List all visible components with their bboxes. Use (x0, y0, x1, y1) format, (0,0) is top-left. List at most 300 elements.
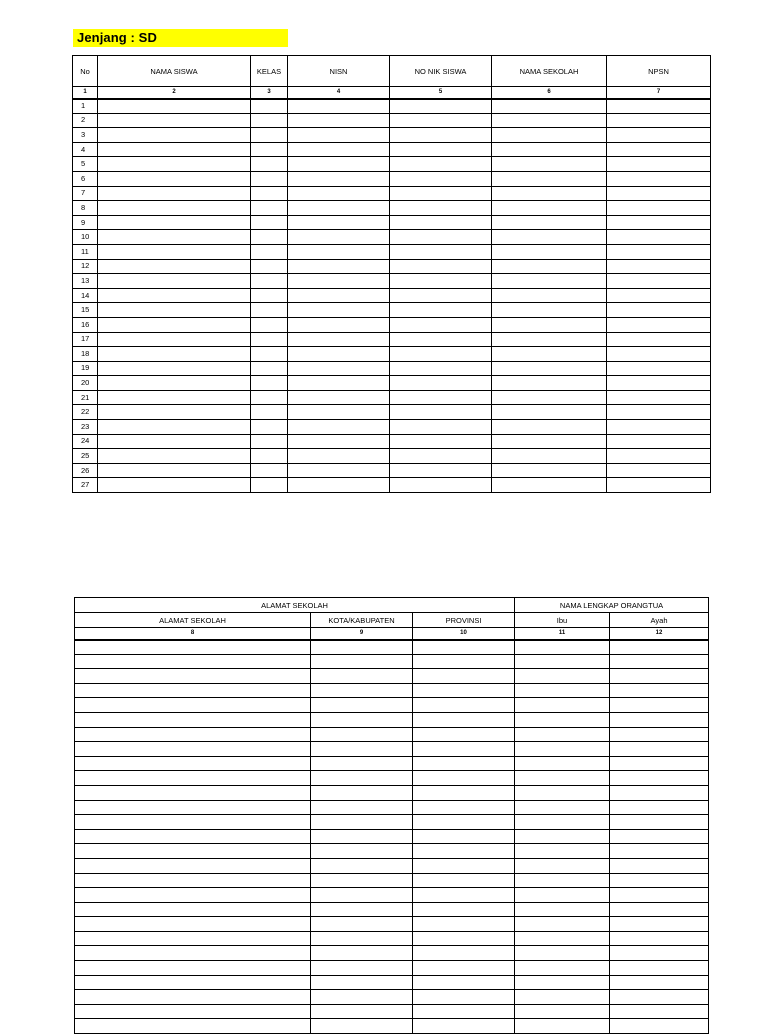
table-cell[interactable] (610, 829, 709, 844)
table-cell[interactable] (515, 873, 610, 888)
table-cell[interactable] (607, 128, 711, 143)
table-cell[interactable] (75, 800, 311, 815)
table-cell[interactable] (98, 274, 251, 289)
table-cell[interactable] (311, 961, 413, 976)
table-cell[interactable] (492, 186, 607, 201)
table-cell[interactable] (390, 215, 492, 230)
table-cell[interactable] (98, 142, 251, 157)
table-cell[interactable] (515, 698, 610, 713)
table-cell[interactable] (610, 669, 709, 684)
table-cell[interactable] (98, 288, 251, 303)
table-cell[interactable] (610, 785, 709, 800)
table-cell[interactable] (75, 683, 311, 698)
table-cell[interactable] (610, 800, 709, 815)
table-cell[interactable] (311, 683, 413, 698)
table-cell[interactable] (311, 712, 413, 727)
table-cell[interactable] (390, 230, 492, 245)
table-cell[interactable] (251, 347, 288, 362)
table-cell[interactable] (288, 113, 390, 128)
table-cell[interactable] (515, 975, 610, 990)
table-cell[interactable] (515, 1004, 610, 1019)
table-cell[interactable] (610, 990, 709, 1005)
table-cell[interactable] (610, 742, 709, 757)
table-cell[interactable] (492, 390, 607, 405)
table-cell[interactable] (610, 727, 709, 742)
table-cell[interactable] (413, 1019, 515, 1034)
table-cell[interactable] (98, 405, 251, 420)
table-cell[interactable] (610, 815, 709, 830)
table-cell[interactable] (413, 742, 515, 757)
table-cell[interactable] (610, 931, 709, 946)
table-cell[interactable] (251, 449, 288, 464)
table-cell[interactable] (610, 888, 709, 903)
table-cell[interactable] (390, 390, 492, 405)
table-cell[interactable] (515, 858, 610, 873)
table-cell[interactable] (288, 449, 390, 464)
table-cell[interactable] (492, 244, 607, 259)
table-cell[interactable] (288, 99, 390, 114)
table-cell[interactable] (607, 434, 711, 449)
table-cell[interactable] (390, 376, 492, 391)
table-cell[interactable] (610, 756, 709, 771)
table-row (73, 303, 711, 318)
table-cell[interactable] (311, 858, 413, 873)
table-cell[interactable] (607, 171, 711, 186)
table-cell[interactable] (75, 975, 311, 990)
table-cell[interactable] (607, 390, 711, 405)
table-cell[interactable] (607, 99, 711, 114)
table-cell[interactable] (515, 742, 610, 757)
table-cell[interactable] (515, 1019, 610, 1034)
table-cell[interactable] (413, 990, 515, 1005)
table-cell[interactable] (390, 142, 492, 157)
table-cell[interactable] (390, 274, 492, 289)
table-cell[interactable] (607, 215, 711, 230)
table-cell[interactable] (251, 244, 288, 259)
table-cell[interactable] (413, 654, 515, 669)
table-cell[interactable] (311, 1004, 413, 1019)
table-cell[interactable] (492, 157, 607, 172)
table-cell[interactable] (413, 815, 515, 830)
table-cell[interactable] (515, 902, 610, 917)
table-cell[interactable] (288, 171, 390, 186)
table-cell[interactable] (98, 478, 251, 493)
table-cell[interactable] (515, 669, 610, 684)
table-cell[interactable] (413, 669, 515, 684)
table-cell[interactable] (311, 727, 413, 742)
table-cell[interactable] (251, 274, 288, 289)
table-cell[interactable] (311, 946, 413, 961)
table-cell[interactable] (251, 478, 288, 493)
table-cell[interactable] (251, 259, 288, 274)
table-cell[interactable] (251, 332, 288, 347)
table-cell[interactable] (98, 361, 251, 376)
table-cell[interactable] (251, 420, 288, 435)
table-cell[interactable] (390, 259, 492, 274)
table-cell[interactable] (75, 990, 311, 1005)
table-cell[interactable] (288, 201, 390, 216)
table-cell[interactable] (311, 1019, 413, 1034)
table-cell[interactable] (98, 215, 251, 230)
table-cell[interactable] (492, 449, 607, 464)
table-cell[interactable] (492, 478, 607, 493)
table-cell[interactable] (492, 259, 607, 274)
table-cell[interactable] (288, 434, 390, 449)
table-cell[interactable] (75, 844, 311, 859)
table-cell[interactable] (492, 463, 607, 478)
table-cell[interactable] (492, 317, 607, 332)
table-cell[interactable] (98, 186, 251, 201)
table-cell[interactable] (251, 171, 288, 186)
table-cell[interactable] (413, 785, 515, 800)
table-cell[interactable] (413, 873, 515, 888)
table-cell[interactable] (413, 975, 515, 990)
table-cell[interactable] (607, 244, 711, 259)
table-cell[interactable] (288, 478, 390, 493)
table-cell[interactable] (390, 99, 492, 114)
table-cell[interactable] (311, 888, 413, 903)
table-cell[interactable] (515, 931, 610, 946)
table-cell[interactable] (492, 332, 607, 347)
table-cell[interactable] (98, 332, 251, 347)
table-cell[interactable] (610, 1004, 709, 1019)
table-cell[interactable] (251, 317, 288, 332)
table-cell[interactable] (607, 186, 711, 201)
table-cell[interactable] (288, 463, 390, 478)
table-cell[interactable] (390, 434, 492, 449)
table-cell[interactable] (515, 917, 610, 932)
table-cell[interactable] (288, 259, 390, 274)
table-cell[interactable] (75, 888, 311, 903)
table-cell[interactable] (607, 347, 711, 362)
table-cell[interactable] (413, 800, 515, 815)
table-cell[interactable] (492, 420, 607, 435)
table-cell[interactable] (607, 288, 711, 303)
table-cell[interactable] (98, 99, 251, 114)
table-cell[interactable] (98, 128, 251, 143)
table-cell[interactable] (390, 288, 492, 303)
table-cell[interactable] (98, 201, 251, 216)
table-cell[interactable] (75, 815, 311, 830)
table-cell[interactable] (98, 420, 251, 435)
table-cell[interactable] (413, 683, 515, 698)
table-cell[interactable] (288, 186, 390, 201)
table-cell[interactable] (98, 376, 251, 391)
table-cell[interactable] (98, 171, 251, 186)
table-cell[interactable] (492, 142, 607, 157)
table-cell[interactable] (492, 215, 607, 230)
row-number: 10 (73, 230, 98, 245)
table-cell[interactable] (515, 640, 610, 655)
table-cell[interactable] (98, 434, 251, 449)
table-cell[interactable] (515, 785, 610, 800)
table-cell[interactable] (390, 463, 492, 478)
table-cell[interactable] (311, 742, 413, 757)
table-cell[interactable] (390, 128, 492, 143)
table-cell[interactable] (75, 727, 311, 742)
table-cell[interactable] (311, 902, 413, 917)
table-cell[interactable] (607, 449, 711, 464)
table-cell[interactable] (311, 669, 413, 684)
table-cell[interactable] (515, 756, 610, 771)
table-cell[interactable] (288, 274, 390, 289)
table-cell[interactable] (607, 376, 711, 391)
table-cell[interactable] (75, 931, 311, 946)
table-cell[interactable] (492, 201, 607, 216)
table-cell[interactable] (75, 756, 311, 771)
table-cell[interactable] (288, 332, 390, 347)
table-cell[interactable] (610, 1019, 709, 1034)
table-cell[interactable] (413, 961, 515, 976)
table-cell[interactable] (610, 902, 709, 917)
table-cell[interactable] (492, 361, 607, 376)
table-cell[interactable] (515, 654, 610, 669)
table-cell[interactable] (607, 157, 711, 172)
table-cell[interactable] (607, 230, 711, 245)
table-cell[interactable] (413, 844, 515, 859)
table-cell[interactable] (390, 303, 492, 318)
table-cell[interactable] (515, 961, 610, 976)
table-cell[interactable] (390, 347, 492, 362)
table-cell[interactable] (515, 683, 610, 698)
table-cell[interactable] (98, 230, 251, 245)
table-cell[interactable] (413, 712, 515, 727)
table-cell[interactable] (492, 230, 607, 245)
table-cell[interactable] (75, 917, 311, 932)
table-cell[interactable] (413, 698, 515, 713)
table-cell[interactable] (610, 640, 709, 655)
table-cell[interactable] (413, 727, 515, 742)
table-cell[interactable] (98, 463, 251, 478)
table-cell[interactable] (251, 303, 288, 318)
table-cell[interactable] (607, 274, 711, 289)
table-cell[interactable] (75, 640, 311, 655)
table-cell[interactable] (251, 230, 288, 245)
table-cell[interactable] (413, 829, 515, 844)
table-cell[interactable] (492, 434, 607, 449)
table-cell[interactable] (607, 420, 711, 435)
table-cell[interactable] (98, 157, 251, 172)
table-cell[interactable] (311, 931, 413, 946)
table-cell[interactable] (75, 771, 311, 786)
table-cell[interactable] (492, 128, 607, 143)
table-cell[interactable] (413, 917, 515, 932)
table-cell[interactable] (390, 361, 492, 376)
table-cell[interactable] (311, 990, 413, 1005)
table-cell[interactable] (610, 698, 709, 713)
table-cell[interactable] (251, 113, 288, 128)
table-cell[interactable] (515, 712, 610, 727)
table-cell[interactable] (390, 171, 492, 186)
table-cell[interactable] (515, 844, 610, 859)
table-cell[interactable] (390, 244, 492, 259)
table-cell[interactable] (251, 434, 288, 449)
table-cell[interactable] (311, 698, 413, 713)
table-cell[interactable] (492, 303, 607, 318)
table-cell[interactable] (311, 800, 413, 815)
table-cell[interactable] (413, 1004, 515, 1019)
table-cell[interactable] (288, 347, 390, 362)
table-cell[interactable] (311, 829, 413, 844)
table-cell[interactable] (607, 405, 711, 420)
table-cell[interactable] (75, 829, 311, 844)
table-cell[interactable] (413, 931, 515, 946)
table-cell[interactable] (311, 756, 413, 771)
table-cell[interactable] (251, 405, 288, 420)
table-cell[interactable] (390, 420, 492, 435)
table-cell[interactable] (390, 113, 492, 128)
table-cell[interactable] (413, 640, 515, 655)
table-cell[interactable] (311, 917, 413, 932)
table-cell[interactable] (492, 274, 607, 289)
table-cell[interactable] (75, 873, 311, 888)
table-cell[interactable] (610, 961, 709, 976)
table-cell[interactable] (288, 390, 390, 405)
table-cell[interactable] (492, 171, 607, 186)
table-cell[interactable] (413, 858, 515, 873)
table-cell[interactable] (311, 654, 413, 669)
table-cell[interactable] (251, 186, 288, 201)
table-cell[interactable] (75, 1004, 311, 1019)
table-cell[interactable] (515, 815, 610, 830)
table-cell[interactable] (492, 347, 607, 362)
table-cell[interactable] (492, 99, 607, 114)
table-cell[interactable] (390, 186, 492, 201)
table-cell[interactable] (75, 669, 311, 684)
table-cell[interactable] (515, 800, 610, 815)
table-cell[interactable] (492, 405, 607, 420)
table-cell[interactable] (610, 683, 709, 698)
table-cell[interactable] (251, 215, 288, 230)
table-cell[interactable] (607, 142, 711, 157)
table-cell[interactable] (98, 244, 251, 259)
table-cell[interactable] (413, 888, 515, 903)
table-cell[interactable] (75, 961, 311, 976)
table-cell[interactable] (390, 201, 492, 216)
table-cell[interactable] (610, 771, 709, 786)
table-cell[interactable] (610, 844, 709, 859)
table-cell[interactable] (251, 361, 288, 376)
table-cell[interactable] (607, 478, 711, 493)
table-cell[interactable] (390, 332, 492, 347)
table-cell[interactable] (311, 640, 413, 655)
table-cell[interactable] (390, 157, 492, 172)
table-cell[interactable] (515, 829, 610, 844)
table-cell[interactable] (98, 317, 251, 332)
table-cell[interactable] (311, 771, 413, 786)
table-cell[interactable] (515, 771, 610, 786)
table-cell[interactable] (75, 742, 311, 757)
table-cell[interactable] (288, 376, 390, 391)
table-cell[interactable] (492, 288, 607, 303)
table-cell[interactable] (515, 946, 610, 961)
table-cell[interactable] (311, 844, 413, 859)
table-cell[interactable] (607, 361, 711, 376)
table-cell[interactable] (515, 888, 610, 903)
table-cell[interactable] (610, 712, 709, 727)
table-cell[interactable] (610, 946, 709, 961)
table-cell[interactable] (413, 902, 515, 917)
table-cell[interactable] (288, 420, 390, 435)
table-cell[interactable] (251, 128, 288, 143)
table-cell[interactable] (607, 303, 711, 318)
table-cell[interactable] (75, 712, 311, 727)
table-cell[interactable] (288, 230, 390, 245)
table-cell[interactable] (390, 317, 492, 332)
table-cell[interactable] (607, 201, 711, 216)
table-cell[interactable] (492, 113, 607, 128)
table-cell[interactable] (98, 259, 251, 274)
table-cell[interactable] (288, 303, 390, 318)
table-cell[interactable] (515, 727, 610, 742)
table-cell[interactable] (610, 873, 709, 888)
table-cell[interactable] (98, 347, 251, 362)
table-cell[interactable] (492, 376, 607, 391)
table-cell[interactable] (610, 917, 709, 932)
table-cell[interactable] (390, 405, 492, 420)
table-cell[interactable] (288, 361, 390, 376)
table-cell[interactable] (515, 990, 610, 1005)
table-cell[interactable] (75, 654, 311, 669)
table-cell[interactable] (607, 317, 711, 332)
table-cell[interactable] (75, 858, 311, 873)
table-cell[interactable] (413, 771, 515, 786)
table-cell[interactable] (610, 975, 709, 990)
table-cell[interactable] (610, 858, 709, 873)
table-cell[interactable] (413, 946, 515, 961)
table-cell[interactable] (98, 303, 251, 318)
table-cell[interactable] (251, 142, 288, 157)
row-number: 3 (73, 128, 98, 143)
table-cell[interactable] (251, 201, 288, 216)
table-cell[interactable] (413, 756, 515, 771)
table-cell[interactable] (98, 449, 251, 464)
table-cell[interactable] (311, 785, 413, 800)
table-cell[interactable] (75, 785, 311, 800)
table-cell[interactable] (607, 463, 711, 478)
table-cell[interactable] (251, 376, 288, 391)
table-cell[interactable] (251, 99, 288, 114)
table-cell[interactable] (288, 244, 390, 259)
table-cell[interactable] (98, 390, 251, 405)
table-cell[interactable] (98, 113, 251, 128)
table-cell[interactable] (607, 113, 711, 128)
table-cell[interactable] (75, 946, 311, 961)
table-cell[interactable] (311, 815, 413, 830)
table-cell[interactable] (251, 463, 288, 478)
table-cell[interactable] (607, 259, 711, 274)
table-cell[interactable] (288, 405, 390, 420)
table-cell[interactable] (251, 390, 288, 405)
table-cell[interactable] (251, 288, 288, 303)
table-cell[interactable] (288, 317, 390, 332)
table-cell[interactable] (75, 698, 311, 713)
table-cell[interactable] (288, 157, 390, 172)
table-cell[interactable] (75, 1019, 311, 1034)
table-cell[interactable] (311, 873, 413, 888)
table-cell[interactable] (288, 215, 390, 230)
table-cell[interactable] (607, 332, 711, 347)
table-cell[interactable] (390, 449, 492, 464)
table-cell[interactable] (251, 157, 288, 172)
table-cell[interactable] (288, 142, 390, 157)
table-cell[interactable] (311, 975, 413, 990)
table-cell[interactable] (75, 902, 311, 917)
table-cell[interactable] (610, 654, 709, 669)
table-cell[interactable] (288, 128, 390, 143)
table-cell[interactable] (390, 478, 492, 493)
table-cell[interactable] (288, 288, 390, 303)
